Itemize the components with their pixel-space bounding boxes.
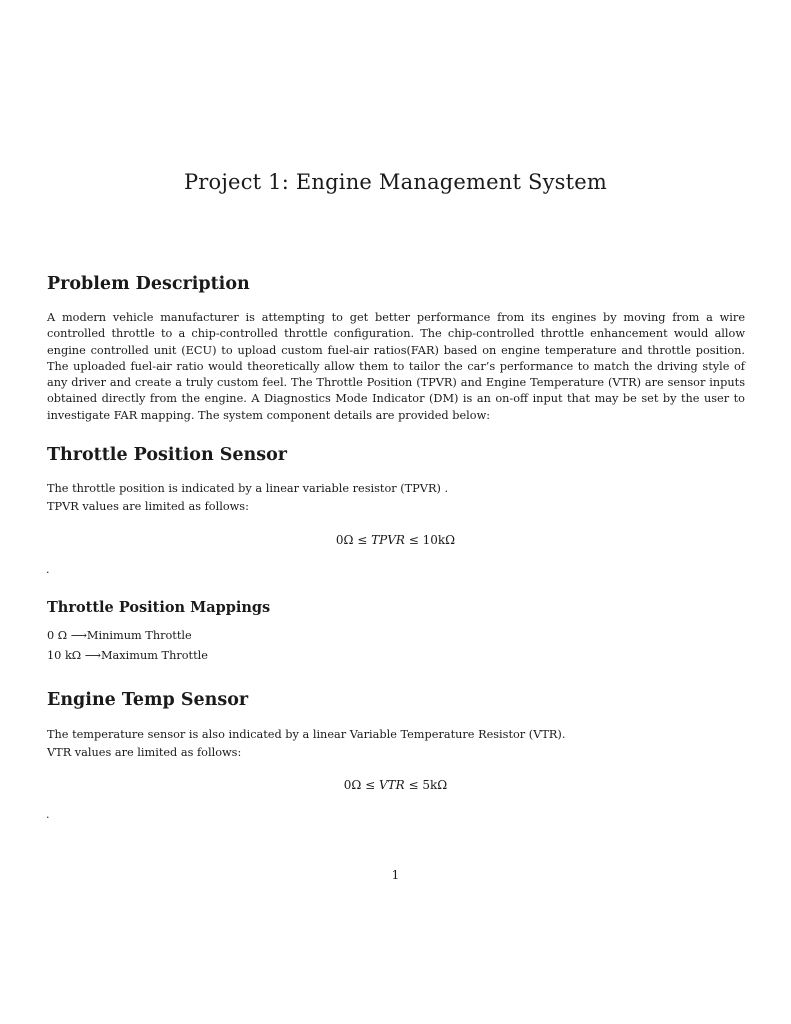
- temp-trailing-dot: .: [46, 808, 50, 821]
- throttle-sensor-heading: Throttle Position Sensor: [47, 445, 288, 465]
- tpvr-eq-variable: TPVR: [371, 533, 405, 547]
- problem-description-heading: Problem Description: [47, 274, 250, 294]
- vtr-eq-upper: ≤ 5kΩ: [404, 778, 448, 792]
- mapping-item-max: 10 kΩ ⟶Maximum Throttle: [47, 649, 208, 662]
- throttle-sensor-line-2: TPVR values are limited as follows:: [47, 500, 249, 513]
- vtr-eq-lower: 0Ω ≤: [343, 778, 379, 792]
- tpvr-eq-upper: ≤ 10kΩ: [404, 533, 456, 547]
- vtr-eq-variable: VTR: [379, 778, 405, 792]
- engine-temp-heading: Engine Temp Sensor: [47, 690, 249, 710]
- tpvr-eq-lower: 0Ω ≤: [335, 533, 372, 547]
- mapping-item-min: 0 Ω ⟶Minimum Throttle: [47, 629, 192, 642]
- engine-temp-line-2: VTR values are limited as follows:: [47, 746, 242, 759]
- engine-temp-line-1: The temperature sensor is also indicated by a linear Variable Temperature Resistor (VTR).: [47, 728, 566, 741]
- throttle-mappings-heading: Throttle Position Mappings: [47, 599, 271, 616]
- page-number: 1: [391, 868, 400, 882]
- page-title: Project 1: Engine Management System: [183, 170, 608, 194]
- problem-description-paragraph: A modern vehicle manufacturer is attempting to get better performance from its engines by moving from a wire controlled throttle to a chip-controlled throttle configuration. The chip-controlled throttle enhancement would allow engine controlled unit (ECU) to upload custom fuel-air ratios(FAR) based on engine temperature and throttle position. The uploaded fuel-air ratio would theoretically allow them to tailor the car’s performance to match the driving style of any driver and create a truly custom feel. The Throttle Position (TPVR) and Engine Temperature (VTR) are sensor inputs obtained directly from the engine. A Diagnostics Mode Indicator (DM) is an on-off input that may be set by the user to investigate FAR mapping. The system component details are provided below:: [47, 311, 745, 422]
- tpvr-range-equation: [0, 533, 791, 547]
- throttle-trailing-dot: .: [46, 563, 50, 576]
- vtr-range-equation: [0, 778, 791, 792]
- throttle-sensor-line-1: The throttle position is indicated by a linear variable resistor (TPVR) .: [47, 482, 449, 495]
